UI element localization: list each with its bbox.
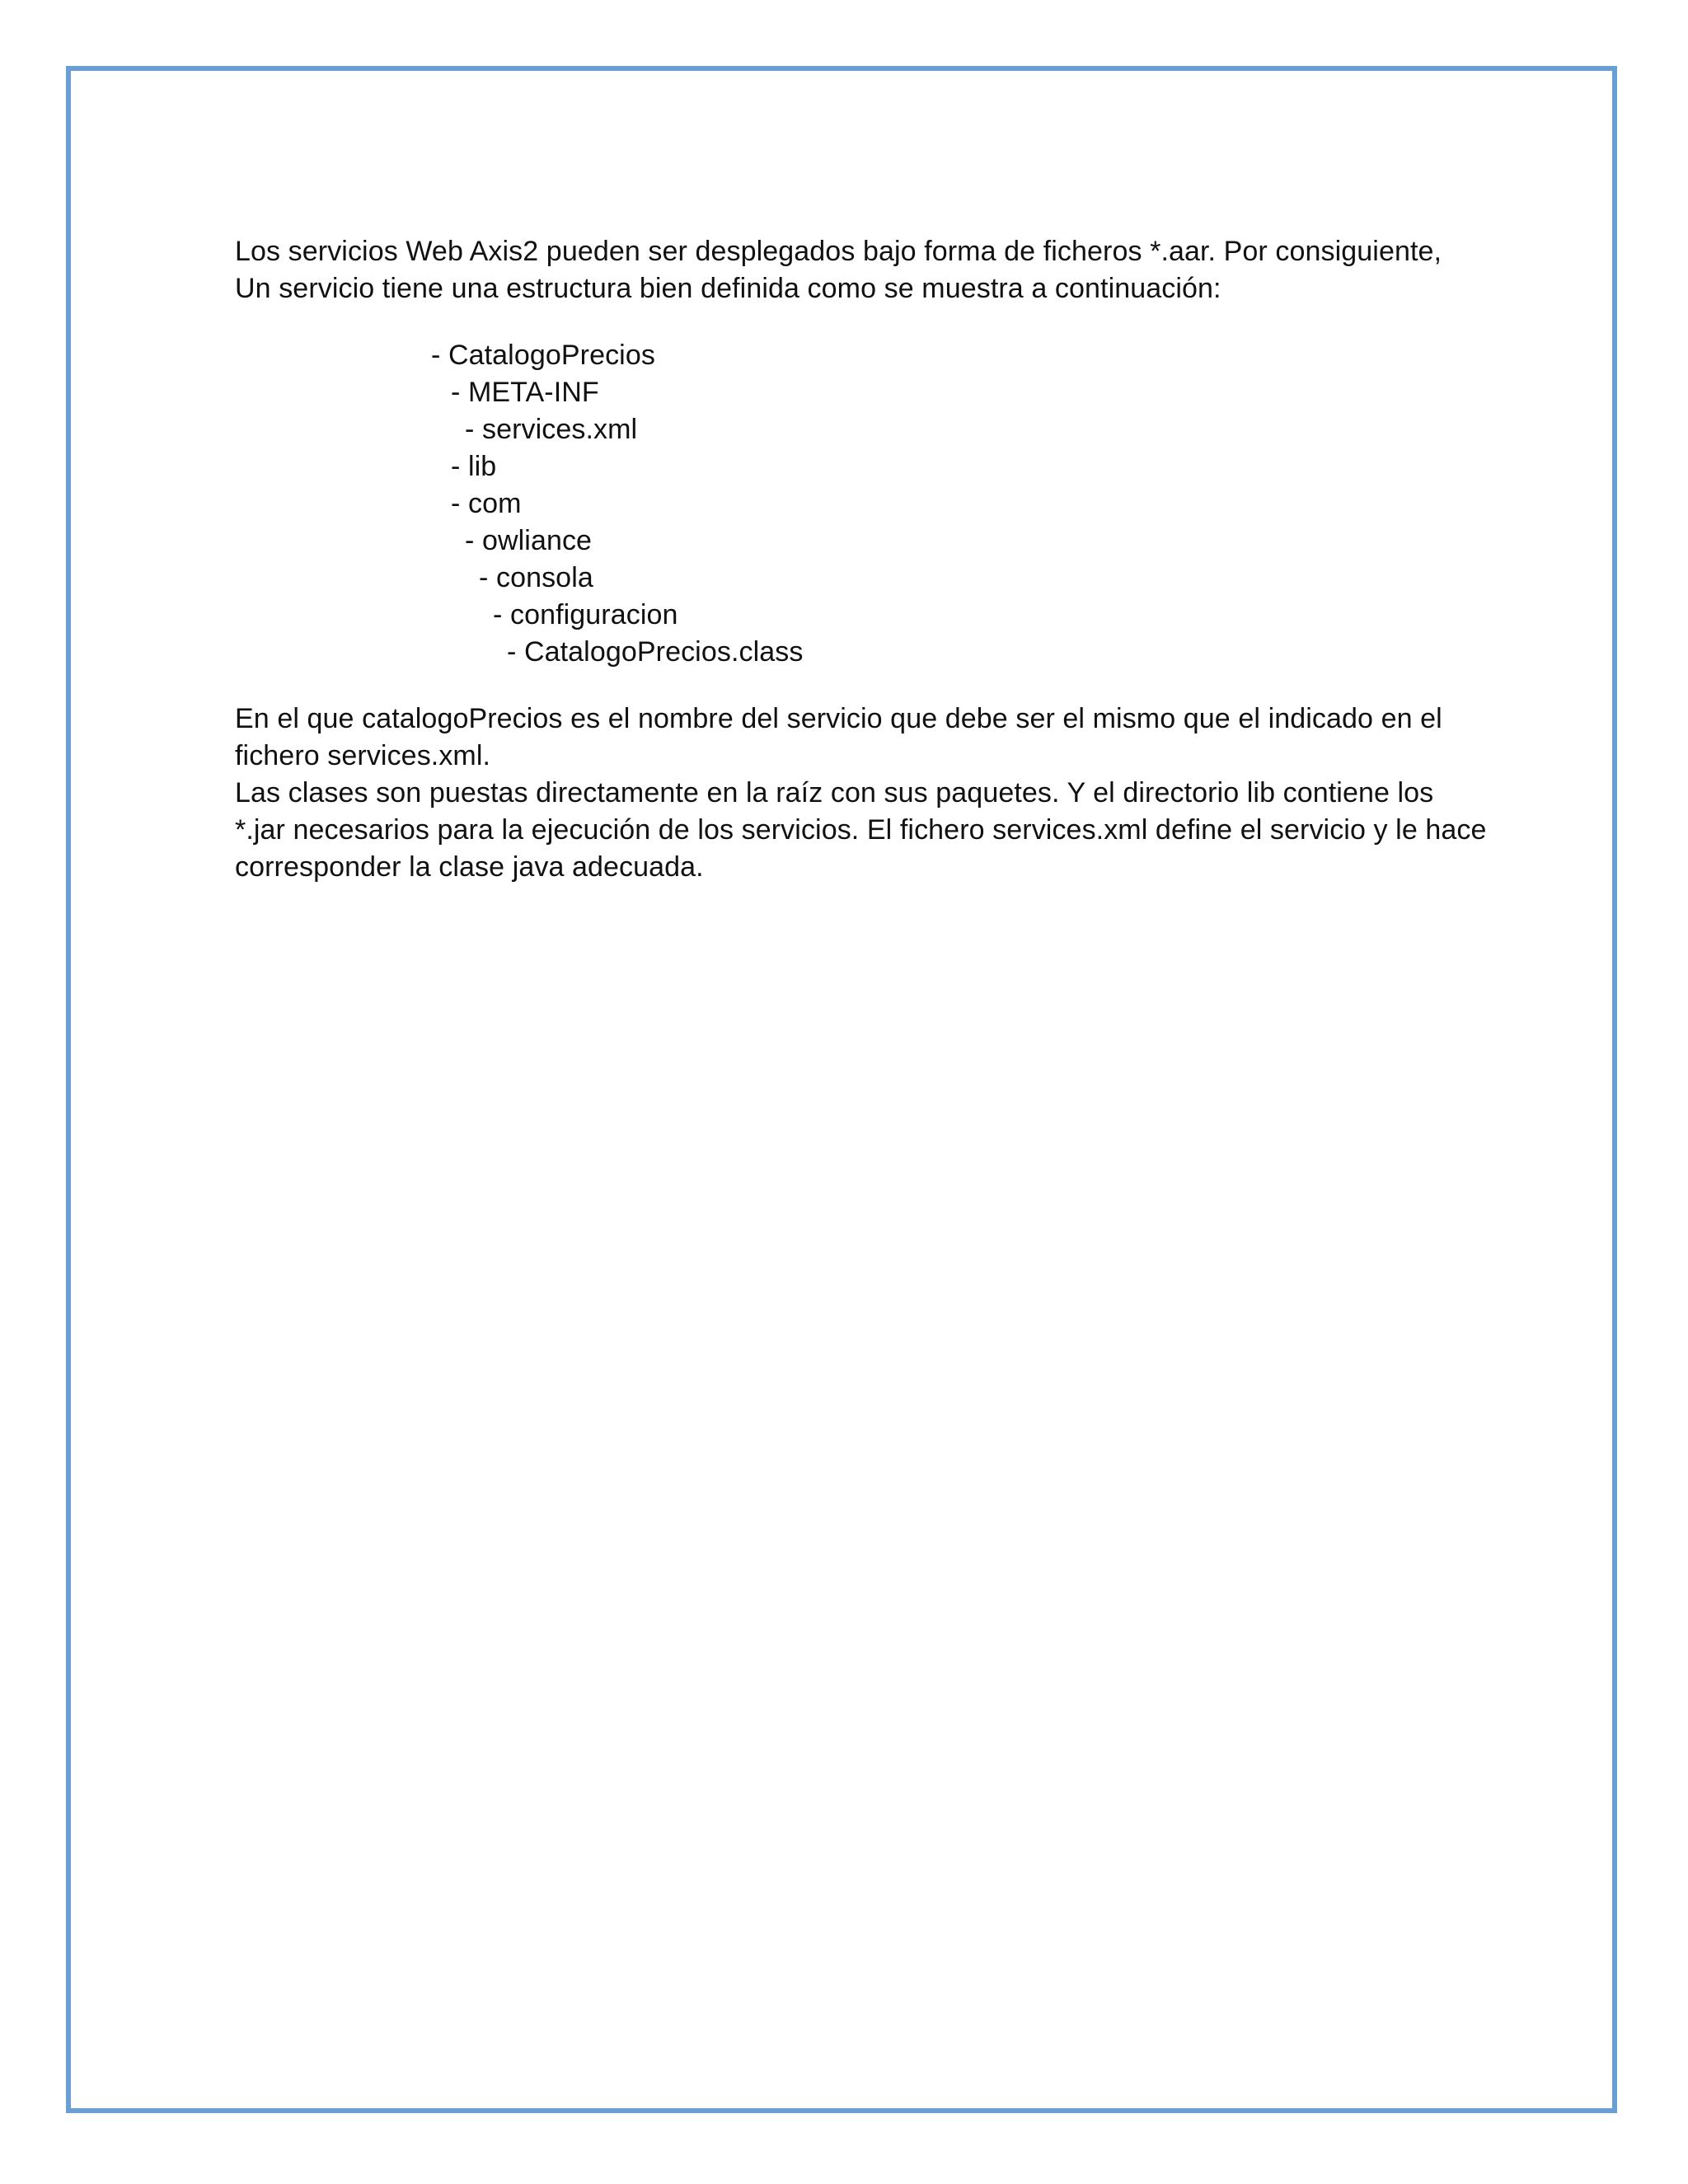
tree-item-com: - com [451, 488, 522, 519]
tree-item-catalogoprecios-class: - CatalogoPrecios.class [507, 636, 804, 668]
closing-line: fichero services.xml. [235, 740, 491, 771]
intro-line: Un servicio tiene una estructura bien definida como se muestra a continuación: [235, 273, 1221, 304]
closing-line: corresponder la clase java adecuada. [235, 851, 704, 883]
tree-item-configuracion: - configuracion [493, 599, 678, 630]
document-body [235, 233, 1487, 886]
intro-paragraph [235, 233, 1471, 307]
tree-item-lib: - lib [451, 451, 497, 482]
closing-line: *.jar necesarios para la ejecución de los servicios. El fichero services.xml define el servicio y le hace [235, 814, 1487, 846]
tree-item-services-xml: - services.xml [465, 414, 638, 445]
tree-item-meta-inf: - META-INF [451, 377, 599, 408]
tree-item-catalogoprecios: - CatalogoPrecios [431, 340, 655, 371]
tree-item-owliance: - owliance [465, 525, 593, 556]
closing-line: Las clases son puestas directamente en la raíz con sus paquetes. Y el directorio lib contiene los [235, 777, 1434, 808]
closing-paragraph [235, 701, 1487, 886]
closing-line: En el que catalogoPrecios es el nombre del servicio que debe ser el mismo que el indicado en el [235, 703, 1442, 734]
intro-line: Los servicios Web Axis2 pueden ser desplegados bajo forma de ficheros *.aar. Por consiguiente, [235, 236, 1442, 267]
directory-tree [235, 337, 1471, 671]
tree-item-consola: - consola [479, 562, 593, 593]
